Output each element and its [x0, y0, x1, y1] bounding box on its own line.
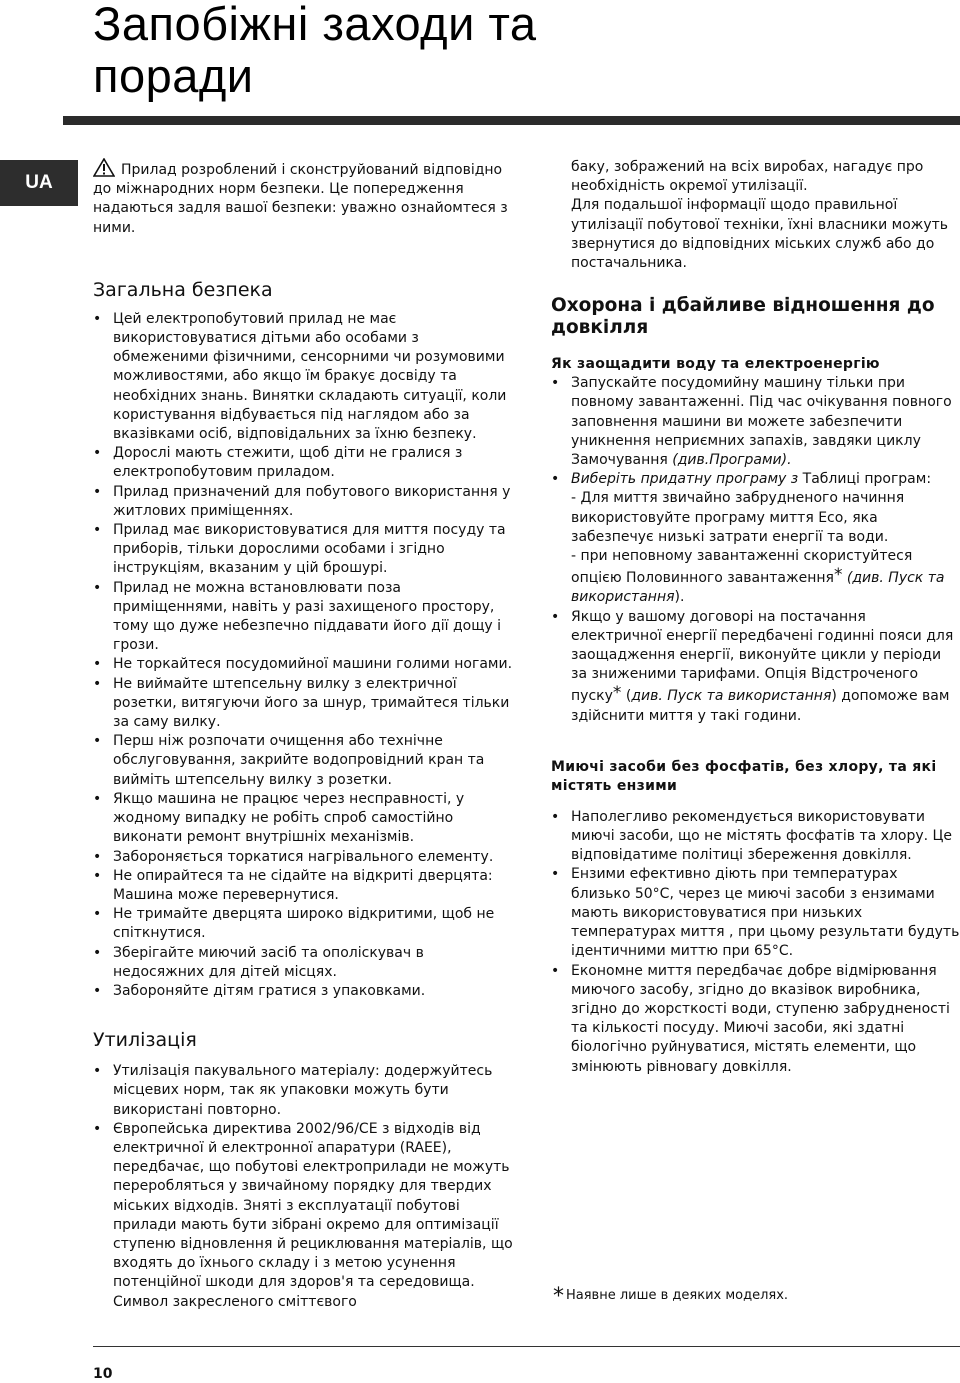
- list-item: • Не тримайте дверцята широко відкритими, щоб не спіткнутися.: [93, 905, 513, 943]
- list-item: • Не виймайте штепсельну вилку з електричної розетки, витягуючи його за шнур, тримайтеся тільки за саму вилку.: [93, 675, 513, 733]
- disposal-info: Для подальшої інформації щодо правильної утилізації побутової техніки, їхні власники можуть звернутися до відповідних міських служб або до постачальника.: [571, 197, 949, 272]
- page-title: [93, 0, 537, 102]
- list-item: • Дорослі мають стежити, щоб діти не гралися з електропобутовим приладом.: [93, 444, 513, 482]
- warning-icon: [93, 158, 115, 177]
- disposal-list: [93, 1062, 513, 1312]
- list-item: • Забороняється торкатися нагрівального елементу.: [93, 848, 513, 867]
- list-item: • Виберіть придатну програму з Таблиці програм: - Для миття звичайно забрудненого начиння використовуйте програму миття Eco, яка забезпечує низькі затрати енергії та води. - при неповному завантаженні скористуйтеся опцією Половинного завантаження* (див. Пуск та використання).: [551, 470, 960, 607]
- list-item: • Прилад не можна встановлювати поза приміщеннями, навіть у разі захищеного простору, тому що дуже небезпечно піддавати його дії дощу і грози.: [93, 579, 513, 656]
- list-item: • Якщо у вашому договорі на постачання електричної енергії передбачені годинні пояси для заощадження енергії, виконуйте цикли у періоди за зниженими тарифами. Опція Відстроченого пуску* (див. Пуск та використання) допоможе вам здійснити миття у такі години.: [551, 608, 960, 726]
- general-safety-list: [93, 310, 513, 1001]
- disposal-heading: Утилізація: [93, 1029, 197, 1052]
- intro-paragraph: [93, 158, 513, 238]
- list-item: • Запускайте посудомийну машину тільки при повному завантаженні. Під час очікування повного заповнення машини ви можете забезпечити уникнення неприємних запахів, завдяки циклу Замочування (див.Програми).: [551, 374, 960, 470]
- environment-heading: Охорона і дбайливе відношення до довкілля: [551, 295, 935, 339]
- list-item: • Прилад призначений для побутового використання у житлових приміщеннях.: [93, 483, 513, 521]
- title-line-1: Запобіжні заходи та: [93, 0, 537, 50]
- asterisk: *: [833, 565, 843, 586]
- left-column: [93, 158, 513, 1312]
- list-item: • Перш ніж розпочати очищення або технічне обслуговування, закрийте водопровідний кран та вийміть штепсельну вилку з розетки.: [93, 732, 513, 790]
- detergent-heading: Миючі засоби без фосфатів, без хлору, та які містять ензими: [551, 758, 937, 794]
- language-tab: UA: [0, 160, 78, 206]
- save-heading: Як заощадити воду та електроенергію: [551, 356, 880, 373]
- list-item: • Європейська директива 2002/96/CE з відходів від електричної й електронної апаратури (RAEE), передбачає, що побутові електроприлади не можуть переробляться у звичайному порядку для твердих міських відходів. Зняті з експлуатації побутові прилади мають бути зібрані окремо для оптимізації ступеню відновлення й рециклювання матеріалів, що входять до їхнього складу і з метою усунення потенційної шкоди для здоров'я та середовища. Символ закресленого сміттєвого: [93, 1120, 513, 1312]
- header-rule: [63, 116, 960, 125]
- list-item: • Прилад має використовуватися для миття посуду та приборів, тільки дорослими особами і згідно інструкціям, вказаним у цій брошурі.: [93, 521, 513, 579]
- footnote-text: Наявне лише в деяких моделях.: [566, 1288, 789, 1303]
- disposal-continuation: баку, зображений на всіх виробах, нагадує про необхідність окремої утилізації.: [571, 159, 924, 195]
- list-item: • Не опирайтеся та не сідайте на відкриті дверцята: Машина може перевернутися.: [93, 867, 513, 905]
- list-item: • Наполегливо рекомендується використовувати миючі засоби, що не містять фосфатів та хлору. Це відповідатиме політиці збереження довкілля.: [551, 808, 960, 866]
- title-line-2: поради: [93, 49, 254, 102]
- asterisk: *: [612, 683, 622, 704]
- list-item: • Не торкайтеся посудомийної машини голими ногами.: [93, 655, 513, 674]
- list-item: • Економне миття передбачає добре відмірювання миючого засобу, згідно до вказівок виробника, згідно до жорсткості води, ступеню забрудненості та кількості посуду. Миючі засоби, які здатні біологічно руйнуватися, містять елементи, що змінюють рівновагу довкілля.: [551, 962, 960, 1077]
- page-number: 10: [93, 1366, 113, 1382]
- list-item: • Ензими ефективно діють при температурах близько 50°C, через це миючі засоби з ензимами мають використовуватися при низьких температурах миття , при цьому результати будуть ідентичними миттю при 65°C.: [551, 865, 960, 961]
- list-item: • Утилізація пакувального матеріалу: додержуйтесь місцевих норм, так як упаковки можуть бути використані повторно.: [93, 1062, 513, 1120]
- intro-text: Прилад розроблений і сконструйований відповідно до міжнародних норм безпеки. Це попередження надаються задля вашої безпеки: уважно ознайомтеся з ними.: [93, 162, 508, 236]
- footer-rule: [93, 1346, 960, 1347]
- list-item: • Забороняйте дітям гратися з упаковками.: [93, 982, 513, 1001]
- asterisk: *: [553, 1284, 564, 1309]
- list-item: • Зберігайте миючий засіб та ополіскувач в недосяжних для дітей місцях.: [93, 944, 513, 982]
- footnote: [553, 1284, 788, 1309]
- list-item: • Цей електропобутовий прилад не має використовуватися дітьми або особами з обмеженими фізичними, сенсорними чи розумовими можливостями, або якщо їм бракує досвіду та необхідних знань. Винятки складають ситуації, коли користування відбувається під наглядом або за вказівками осіб, відповідальних за їхню безпеку.: [93, 310, 513, 444]
- detergent-list: [551, 808, 960, 1077]
- general-safety-heading: Загальна безпека: [93, 278, 273, 301]
- list-item: • Якщо машина не працює через несправності, у жодному випадку не робіть спроб самостійно виконати ремонт внутрішніх механізмів.: [93, 790, 513, 848]
- save-list: [551, 374, 960, 726]
- right-column: [551, 158, 960, 1077]
